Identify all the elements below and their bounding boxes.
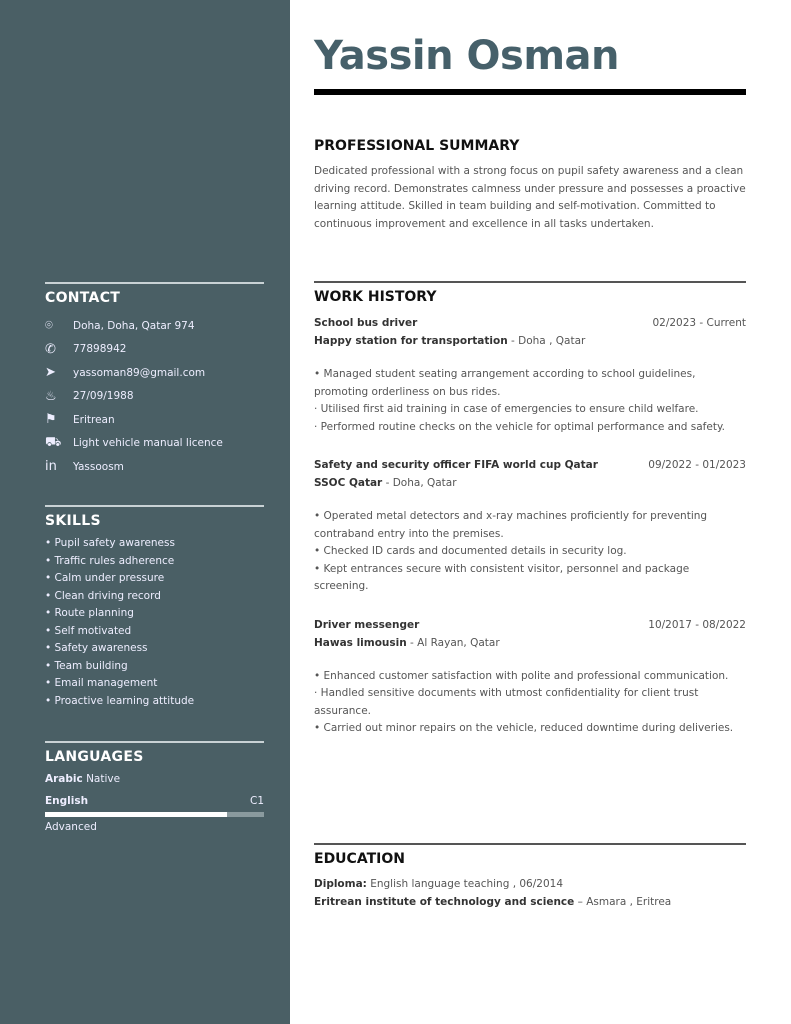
divider	[45, 505, 264, 507]
job-title: Driver messenger	[314, 618, 420, 631]
skill-item: • Proactive learning attitude	[45, 694, 195, 707]
job-title: Safety and security officer FIFA world cup Qatar	[314, 459, 598, 471]
job-location: - Al Rayan, Qatar	[406, 636, 500, 649]
contact-item	[45, 408, 264, 432]
job-bullets	[314, 508, 746, 596]
summary-heading: PROFESSIONAL SUMMARY	[314, 138, 520, 154]
contact-text: Light vehicle manual licence	[73, 437, 223, 450]
education-section	[314, 843, 746, 911]
summary-text: Dedicated professional with a strong focus on pupil safety awareness and a clean driving record. Demonstrates calmness under pressure and possesses a proactive learning attitude. Skilled in team building and self-motivation. Committed to continuous improvement and excellence in all tasks undertaken.	[314, 165, 746, 230]
flag-icon: ⚑	[45, 412, 57, 428]
contact-text: yassoman89@gmail.com	[73, 366, 206, 379]
skill-text: Calm under pressure	[54, 572, 165, 584]
job-location: - Doha, Qatar	[382, 477, 457, 489]
education-school	[314, 894, 746, 912]
job-bullets	[314, 366, 746, 436]
languages-section	[45, 741, 264, 833]
skill-text: Traffic rules adherence	[54, 554, 175, 567]
contact-heading: CONTACT	[45, 290, 121, 306]
skill-text: Route planning	[54, 607, 134, 619]
contact-section	[45, 282, 264, 479]
education-degree	[314, 876, 746, 894]
language-level: Native	[86, 773, 121, 785]
car-icon: ⛟	[45, 434, 62, 450]
name-underline	[314, 89, 746, 95]
language-english	[45, 795, 264, 807]
divider	[45, 741, 264, 743]
summary-section	[314, 138, 746, 233]
location-icon: ⌾	[45, 318, 53, 334]
job-bullets	[314, 668, 746, 738]
degree-label: Diploma:	[314, 878, 367, 890]
school-location: – Asmara , Eritrea	[574, 895, 672, 908]
job-bullet: · Handled sensitive documents with utmost confidentiality for client trust assurance.	[314, 687, 699, 717]
job-dates: 10/2017 - 08/2022	[648, 618, 746, 631]
contact-item	[45, 432, 264, 456]
work-history-heading: WORK HISTORY	[314, 289, 437, 305]
skill-item: • Team building	[45, 659, 128, 672]
skill-text: Team building	[54, 659, 128, 672]
education-heading: EDUCATION	[314, 851, 405, 867]
skill-text: Email management	[54, 677, 158, 689]
skill-item: • Calm under pressure	[45, 572, 165, 584]
skill-text: Safety awareness	[54, 642, 148, 654]
contact-text: 27/09/1988	[73, 390, 134, 403]
contact-item	[45, 314, 264, 338]
skill-item: • Email management	[45, 677, 158, 689]
skill-item: • Self motivated	[45, 624, 132, 637]
skill-item: • Pupil safety awareness	[45, 537, 175, 549]
company: SSOC Qatar	[314, 477, 383, 489]
job-entry	[314, 616, 746, 738]
skill-item: • Clean driving record	[45, 589, 161, 602]
skills-section	[45, 505, 264, 710]
divider	[45, 282, 264, 284]
divider	[314, 281, 746, 283]
company: Hawas limousin	[314, 636, 407, 649]
job-dates: 02/2023 - Current	[652, 317, 746, 329]
skill-item: • Route planning	[45, 607, 134, 619]
skill-item: • Traffic rules adherence	[45, 554, 175, 567]
job-title: School bus driver	[314, 317, 418, 329]
contact-item	[45, 338, 264, 362]
contact-text: Doha, Doha, Qatar 974	[73, 319, 195, 332]
contact-text: Yassoosm	[73, 460, 124, 473]
language-code: C1	[249, 795, 264, 807]
degree: English language teaching , 06/2014	[366, 878, 563, 890]
birthday-cake-icon: ♨	[45, 388, 57, 404]
job-bullet: · Performed routine checks on the vehicle for optimal performance and safety.	[314, 420, 725, 433]
sidebar	[0, 0, 290, 1024]
languages-heading: LANGUAGES	[45, 749, 144, 765]
divider	[314, 843, 746, 845]
skill-text: Proactive learning attitude	[54, 694, 195, 707]
job-bullet: • Checked ID cards and documented details in security log.	[314, 545, 627, 557]
contact-item	[45, 385, 264, 409]
linkedin-icon: in	[45, 459, 57, 475]
candidate-name: Yassin Osman	[314, 33, 619, 79]
job-entry	[314, 314, 746, 436]
job-bullet: • Carried out minor repairs on the vehicle, reduced downtime during deliveries.	[314, 722, 734, 734]
language-level: Advanced	[45, 821, 97, 833]
contact-text: Eritrean	[73, 413, 115, 426]
job-bullet: · Utilised first aid training in case of emergencies to ensure child welfare.	[314, 403, 699, 415]
skill-text: Pupil safety awareness	[54, 537, 175, 549]
job-entry	[314, 456, 746, 596]
language-name: Arabic	[45, 773, 83, 785]
job-bullet: • Enhanced customer satisfaction with polite and professional communication.	[314, 669, 729, 682]
job-dates: 09/2022 - 01/2023	[648, 459, 746, 471]
school: Eritrean institute of technology and science	[314, 895, 575, 908]
phone-icon: ✆	[45, 341, 56, 357]
contact-item	[45, 455, 264, 479]
language-arabic	[45, 773, 264, 785]
skills-heading: SKILLS	[45, 513, 101, 529]
skill-text: Clean driving record	[54, 589, 161, 602]
job-bullet: • Kept entrances secure with consistent visitor, personnel and package screening.	[314, 562, 690, 592]
company: Happy station for transportation	[314, 335, 508, 347]
work-history-section	[314, 281, 746, 738]
skill-text: Self motivated	[54, 624, 132, 637]
language-name: English	[45, 795, 89, 807]
contact-text: 77898942	[73, 343, 127, 356]
send-icon: ➤	[45, 365, 56, 381]
job-bullet: • Managed student seating arrangement according to school guidelines, promoting orderliness on bus rides.	[314, 368, 696, 398]
skill-item: • Safety awareness	[45, 642, 148, 654]
job-location: - Doha , Qatar	[507, 335, 586, 347]
progress-fill	[45, 812, 227, 817]
language-progress-bar	[45, 812, 264, 817]
contact-item	[45, 361, 264, 385]
job-bullet: • Operated metal detectors and x-ray machines proficiently for preventing contraband entry into the premises.	[314, 510, 708, 540]
